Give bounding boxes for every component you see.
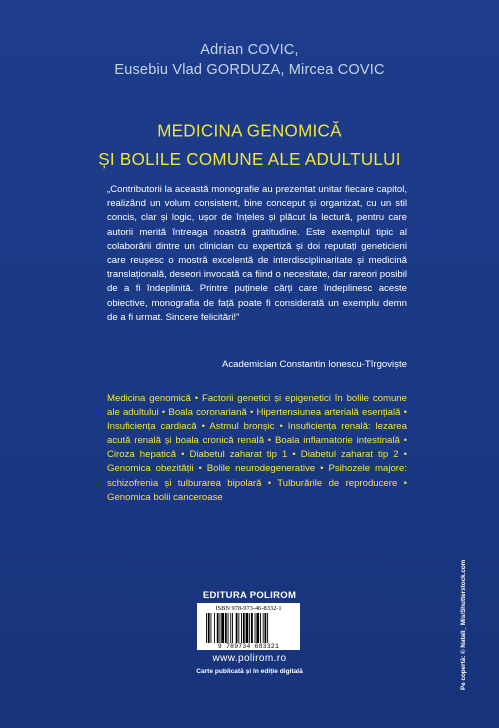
bullet-separator: • xyxy=(399,435,407,447)
bullet-separator: • xyxy=(246,407,257,419)
author-line-2: Eusebiu Vlad GORDUZA, Mircea COVIC xyxy=(114,62,385,78)
title-line-1: MEDICINA GENOMICĂ xyxy=(157,120,342,141)
bullet-separator: • xyxy=(196,421,210,433)
bullet-separator: • xyxy=(261,477,278,489)
topic-item: Astmul bronșic xyxy=(209,421,275,433)
bullet-separator: • xyxy=(193,463,207,475)
topic-item: Boala coronariană xyxy=(168,407,247,419)
topic-item: Insuficiența renală: lezarea acută renală și boala cronică renală xyxy=(107,421,407,447)
publisher-name: EDITURA POLIROM xyxy=(202,590,297,601)
topic-item: Diabetul zaharat tip 2 xyxy=(300,449,399,461)
bullet-separator: • xyxy=(287,449,301,461)
quote-signature: Academician Constantin Ionescu-Tîrgoviște xyxy=(221,359,407,370)
topics-list xyxy=(107,392,407,505)
book-title xyxy=(0,117,499,174)
bullet-separator: • xyxy=(397,477,407,489)
bullet-separator: • xyxy=(398,449,407,461)
topic-item: Boala inflamatorie intestinală xyxy=(274,435,400,447)
isbn-number: ISBN 978-973-46-8332-1 xyxy=(215,605,282,612)
bullet-separator: • xyxy=(315,463,329,475)
bullet-separator: • xyxy=(190,393,202,404)
bullet-separator: • xyxy=(400,407,407,419)
review-quote: „Contributorii la această monografie au prezentat unitar fiecare capitol, realizând un volum consistent, bine conceput și organizat, cu un stil concis, clar și logic, ușor de înțeles și plăcut la lectură, pentru care autorii merită întreaga noastră gratitudine. Este exemplul tipic al colaborării dintre un clinician cu expertiză și doi reputați geneticieni care reușesc o mostră excelentă de interdisciplinaritate și medicină translațională, deseori invocată ca fiind o necesitate, dar rareori posibil de a fi îndeplinită. Printre puținele cărți care îndeplinesc aceste obiective, monografia de față poate fi considerată un exemplu demn de a fi urmat. Sincere felicitări!” xyxy=(107,184,407,323)
topic-item: Psihozele majore: schizofrenia și tulburarea bipolară xyxy=(107,463,407,489)
title-line-2: ȘI BOLILE COMUNE ALE ADULTULUI xyxy=(98,149,401,170)
topic-item: Insuficiența cardiacă xyxy=(107,421,197,433)
bullet-separator: • xyxy=(158,407,169,419)
cover-image-credit: Pe copertă: © Natali_ Mis/Shutterstock.com xyxy=(460,559,467,690)
barcode-digits: 9 789734 683321 xyxy=(217,643,280,650)
topic-item: Genomica obezității xyxy=(107,463,194,475)
topic-item: Ciroza hepatică xyxy=(107,449,177,461)
bullet-separator: • xyxy=(274,421,288,433)
barcode-image xyxy=(206,613,292,643)
topic-item: Medicina genomică xyxy=(107,393,191,404)
topic-item: Factorii genetici și epigenetici în bolile comune ale adultului xyxy=(107,393,407,419)
authors xyxy=(0,40,499,80)
topic-item: Diabetul zaharat tip 1 xyxy=(189,449,288,461)
bullet-separator: • xyxy=(176,449,190,461)
topic-item: Hipertensiunea arterială esențială xyxy=(256,407,401,419)
bullet-separator: • xyxy=(264,435,275,447)
topic-item: Tulburările de reproducere xyxy=(277,477,398,489)
author-line-1: Adrian COVIC, xyxy=(200,42,299,58)
isbn-barcode-block xyxy=(197,603,300,650)
digital-edition-note: Carte publicată și în ediție digitală xyxy=(196,668,303,675)
topic-item: Bolile neurodegenerative xyxy=(206,463,316,475)
topic-item: Genomica bolii canceroase xyxy=(107,491,223,503)
publisher-website: www.polirom.ro xyxy=(212,653,287,664)
